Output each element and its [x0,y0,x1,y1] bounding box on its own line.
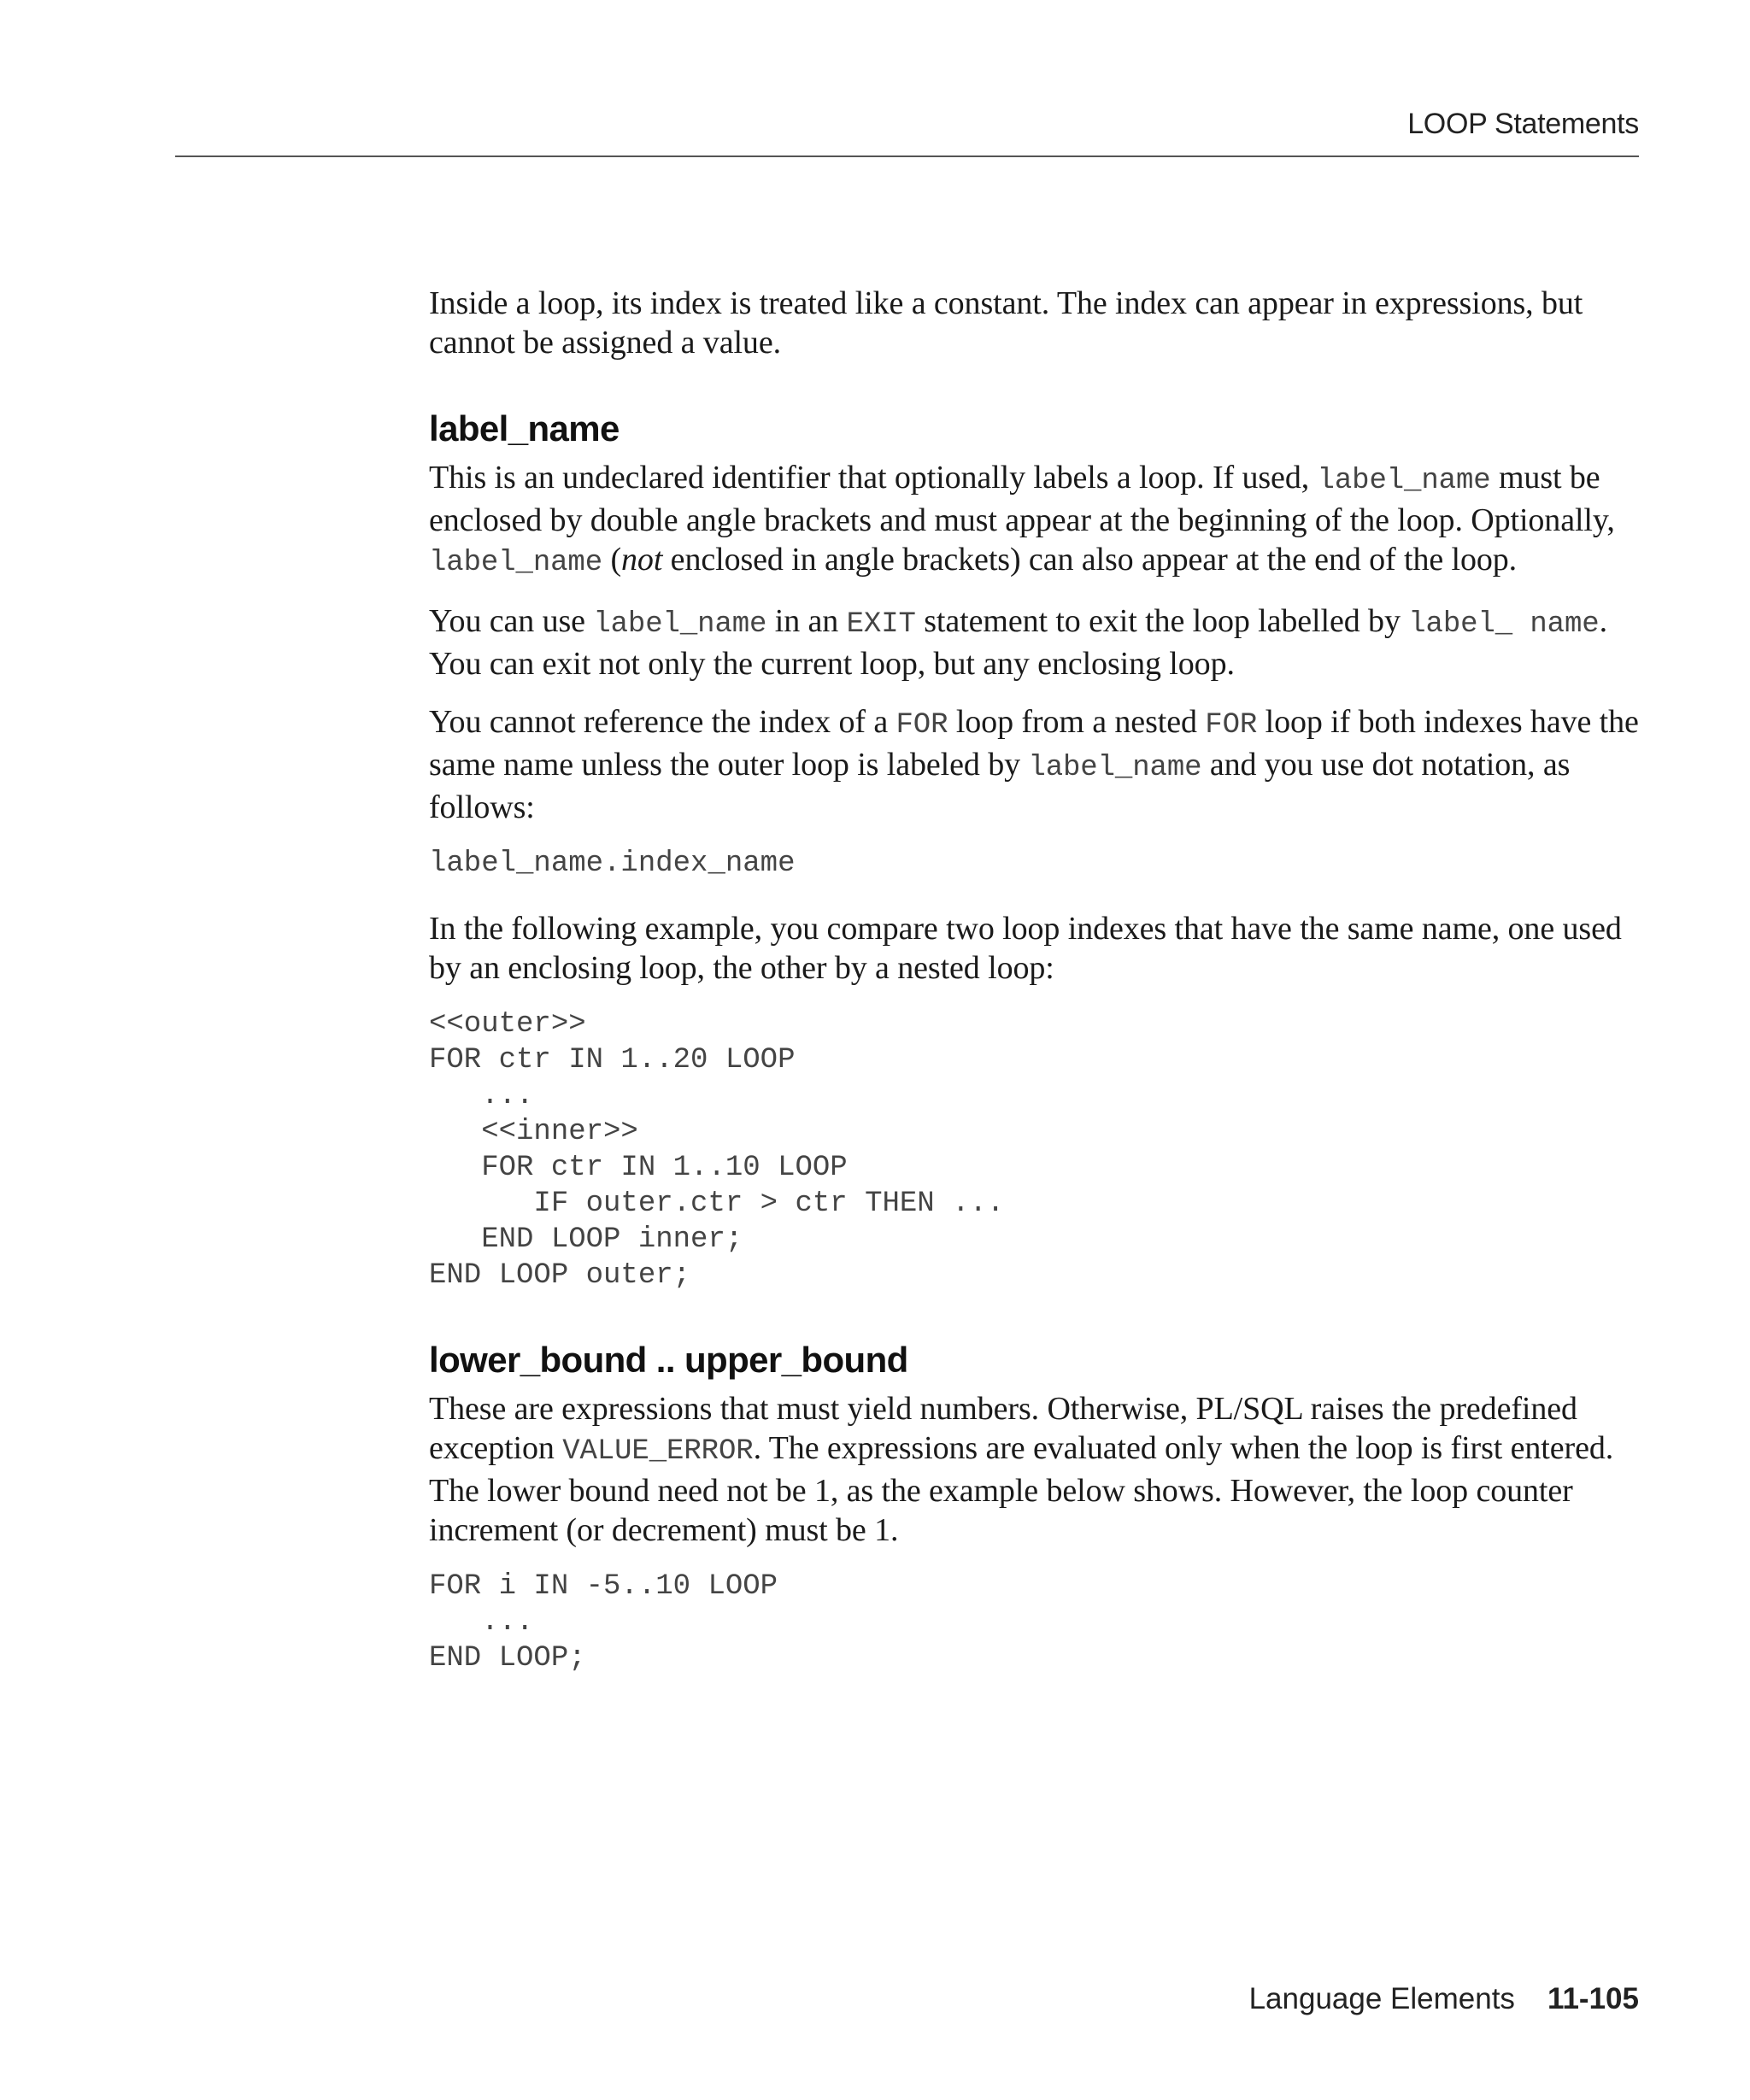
inline-code: label_name [1028,752,1202,784]
intro-paragraph: Inside a loop, its index is treated like a constant. The index can appear in expressions, but cannot be assigned a value. [429,285,1583,361]
label-name-paragraph-3 [429,702,1642,827]
inline-code: FOR [1205,709,1258,742]
text-run: . You can exit not only the current loop, but any enclosing loop. [429,603,1607,682]
text-run: must be enclosed by double angle brackets and must appear at the beginning of the loop. Optionally, [429,460,1615,538]
text-run: enclosed in angle brackets) can also appear at the end of the loop. [662,542,1518,578]
bounds-paragraph [429,1389,1642,1550]
page-number: 11-105 [1547,1982,1639,2015]
inline-code: label_name [1317,465,1491,497]
bounds-heading: lower_bound .. upper_bound [429,1340,908,1380]
text-run: statement to exit the loop labelled by [915,603,1409,639]
text-run: You can use [429,603,594,639]
label-name-paragraph-4: In the following example, you compare two loop indexes that have the same name, one used by an enclosing loop, the other by a nested loop: [429,911,1622,986]
text-run: in an [766,603,847,639]
footer-chapter-title: Language Elements [1248,1982,1515,2015]
inline-code: EXIT [846,608,916,641]
text-run: ( [602,542,622,578]
label-name-paragraph-2 [429,601,1642,683]
page-content [429,284,1642,1676]
inline-code: label_name [429,547,603,579]
emphasis: not [621,542,663,578]
text-run: and you use dot notation, as follows: [429,747,1571,825]
text-run: . The expressions are evaluated only when the loop is first entered. The lower bound need not be 1, as the example below shows. However, the loop counter increment (or decrement) must be 1. [429,1430,1614,1548]
inline-code: label_name [593,608,767,641]
running-header-title: LOOP Statements [1407,108,1639,140]
label-name-paragraph-1 [429,458,1642,583]
inline-code: VALUE_ERROR [562,1435,754,1468]
text-run: This is an undeclared identifier that optionally labels a loop. If used, [429,460,1318,496]
code-block-dot-notation: label_name.index_name [429,848,796,880]
text-run: loop from a nested [948,704,1206,740]
inline-code: label_ name [1408,608,1600,641]
text-run: You cannot reference the index of a [429,704,896,740]
code-block-bounds-loop: FOR i IN -5..10 LOOP ... END LOOP; [429,1570,778,1675]
code-block-nested-loop: <<outer>> FOR ctr IN 1..20 LOOP ... <<inner>> FOR ctr IN 1..10 LOOP IF outer.ctr > ctr THEN ... END LOOP inner; END LOOP outer; [429,1008,1005,1292]
page-footer [1249,1982,1639,2016]
text-run: These are expressions that must yield numbers. Otherwise, PL/SQL raises the predefined exception [429,1391,1577,1466]
label-name-heading: label_name [429,408,620,449]
inline-code: FOR [896,709,948,742]
text-run: loop if both indexes have the same name unless the outer loop is labeled by [429,704,1639,783]
running-header [175,104,1639,157]
